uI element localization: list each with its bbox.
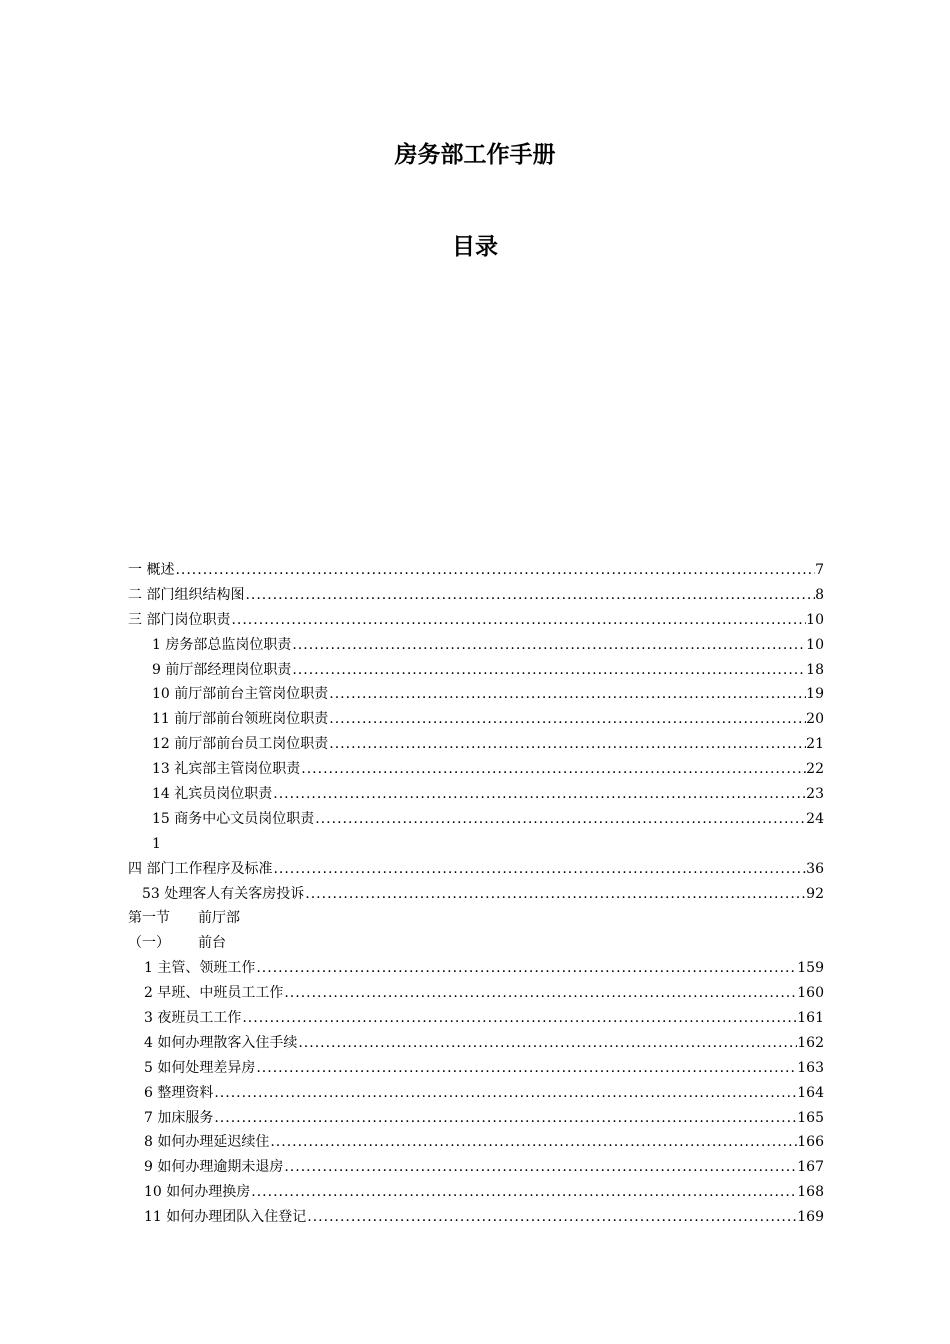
toc-entry-label: （一） — [128, 935, 170, 952]
toc-entry-label: 5 如何处理差异房 — [144, 1059, 256, 1076]
toc-entry-page-number: 159 — [797, 960, 824, 977]
toc-dot-leader — [272, 857, 806, 882]
toc-dot-leader — [306, 1205, 797, 1230]
toc-dot-leader — [255, 956, 797, 981]
toc-entry[interactable] — [128, 1006, 824, 1031]
toc-entry-page-number: 163 — [797, 1059, 824, 1076]
toc-entry[interactable] — [128, 1106, 824, 1131]
toc-entry-label: 14 礼宾员岗位职责 — [152, 786, 273, 803]
toc-entry-label: 二 部门组织结构图 — [128, 586, 245, 603]
toc-heading: 目录 — [452, 234, 498, 260]
toc-entry[interactable] — [128, 1130, 824, 1155]
toc-entry-page-number: 36 — [806, 860, 824, 877]
toc-entry-label: 9 如何办理逾期未退房 — [144, 1159, 284, 1176]
toc-entry-label: 11 前厅部前台领班岗位职责 — [152, 711, 329, 728]
toc-dot-leader — [230, 608, 806, 633]
toc-entry[interactable] — [128, 1180, 824, 1205]
toc-entry-label: 3 夜班员工工作 — [144, 1010, 242, 1027]
toc-dot-leader — [328, 707, 806, 732]
toc-entry[interactable] — [128, 782, 824, 807]
toc-entry[interactable] — [128, 633, 824, 658]
toc-entry-page-number: 92 — [806, 885, 824, 902]
toc-entry-label: 第一节 — [128, 910, 170, 927]
toc-entry[interactable] — [128, 1205, 824, 1230]
toc-entry[interactable] — [128, 906, 824, 931]
toc-entry[interactable] — [128, 981, 824, 1006]
toc-entry-page-number: 23 — [806, 786, 824, 803]
toc-entry[interactable] — [128, 956, 824, 981]
toc-entry-label: 13 礼宾部主管岗位职责 — [152, 761, 301, 778]
toc-entry-label: 1 房务部总监岗位职责 — [152, 636, 292, 653]
toc-dot-leader — [304, 882, 806, 907]
toc-entry-page-number: 10 — [806, 636, 824, 653]
toc-entry-page-number: 24 — [806, 810, 824, 827]
toc-entry-page-number: 22 — [806, 761, 824, 778]
toc-entry[interactable] — [128, 857, 824, 882]
toc-entry-label: 四 部门工作程序及标准 — [128, 860, 273, 877]
toc-dot-leader — [269, 1130, 797, 1155]
toc-entry-label: 7 加床服务 — [144, 1109, 214, 1126]
toc-entry-label: 15 商务中心文员岗位职责 — [152, 810, 315, 827]
document-title: 房务部工作手册 — [394, 142, 556, 168]
toc-entry-page-number: 168 — [797, 1184, 824, 1201]
toc-entry[interactable] — [128, 1056, 824, 1081]
toc-entry-page-number: 160 — [797, 985, 824, 1002]
toc-entry[interactable] — [128, 832, 824, 857]
toc-entry-page-number: 161 — [797, 1010, 824, 1027]
toc-entry-label: 三 部门岗位职责 — [128, 611, 231, 628]
table-of-contents — [128, 558, 824, 1230]
toc-dot-leader — [213, 1106, 797, 1131]
toc-entry-page-number: 21 — [806, 736, 824, 753]
toc-entry-label: 10 如何办理换房 — [144, 1184, 251, 1201]
toc-entry-page-number: 8 — [815, 586, 824, 603]
toc-entry-page-number: 169 — [797, 1209, 824, 1226]
toc-dot-leader — [283, 981, 797, 1006]
toc-entry-label: 一 概述 — [128, 562, 175, 578]
toc-entry[interactable] — [128, 682, 824, 707]
toc-dot-leader — [291, 633, 806, 658]
toc-entry-label: 53 处理客人有关客房投诉 — [142, 885, 305, 902]
toc-dot-leader — [241, 1006, 797, 1031]
toc-entry-page-number: 7 — [815, 562, 824, 578]
toc-dot-leader — [328, 682, 806, 707]
toc-entry-label: 9 前厅部经理岗位职责 — [152, 661, 292, 678]
toc-entry-sublabel: 前台 — [198, 935, 226, 952]
toc-entry-page-number: 167 — [797, 1159, 824, 1176]
toc-entry-label: 1 — [152, 835, 161, 852]
toc-entry-label: 12 前厅部前台员工岗位职责 — [152, 736, 329, 753]
toc-entry[interactable] — [128, 931, 824, 956]
toc-entry-page-number: 164 — [797, 1084, 824, 1101]
toc-entry-sublabel: 前厅部 — [198, 910, 240, 927]
toc-entry[interactable] — [128, 1031, 824, 1056]
toc-entry-page-number: 162 — [797, 1034, 824, 1051]
toc-dot-leader — [213, 1081, 797, 1106]
toc-entry[interactable] — [128, 757, 824, 782]
toc-entry[interactable] — [128, 732, 824, 757]
toc-entry-page-number: 18 — [806, 661, 824, 678]
toc-dot-leader — [283, 1155, 797, 1180]
toc-dot-leader — [314, 807, 806, 832]
toc-dot-leader — [255, 1056, 797, 1081]
toc-entry[interactable] — [128, 807, 824, 832]
toc-entry[interactable] — [128, 583, 824, 608]
toc-entry[interactable] — [128, 707, 824, 732]
toc-entry-page-number: 19 — [806, 686, 824, 703]
toc-entry[interactable] — [128, 1081, 824, 1106]
toc-entry-label: 1 主管、领班工作 — [144, 960, 256, 977]
toc-entry-label: 11 如何办理团队入住登记 — [144, 1209, 307, 1226]
toc-dot-leader — [291, 658, 806, 683]
toc-entry[interactable] — [128, 658, 824, 683]
toc-entry-page-number: 10 — [806, 611, 824, 628]
toc-entry[interactable] — [128, 558, 824, 583]
toc-entry-page-number: 20 — [806, 711, 824, 728]
toc-entry-label: 2 早班、中班员工工作 — [144, 985, 284, 1002]
toc-dot-leader — [174, 558, 815, 583]
toc-entry[interactable] — [128, 608, 824, 633]
toc-dot-leader — [244, 583, 815, 608]
toc-dot-leader — [297, 1031, 797, 1056]
toc-dot-leader — [328, 732, 806, 757]
toc-entry[interactable] — [128, 882, 824, 907]
toc-entry-label: 4 如何办理散客入住手续 — [144, 1034, 298, 1051]
toc-dot-leader — [272, 782, 806, 807]
toc-entry-page-number: 166 — [797, 1134, 824, 1151]
toc-entry[interactable] — [128, 1155, 824, 1180]
toc-dot-leader — [300, 757, 806, 782]
toc-entry-label: 8 如何办理延迟续住 — [144, 1134, 270, 1151]
toc-entry-page-number: 165 — [797, 1109, 824, 1126]
toc-entry-label: 6 整理资料 — [144, 1084, 214, 1101]
toc-dot-leader — [250, 1180, 797, 1205]
toc-entry-label: 10 前厅部前台主管岗位职责 — [152, 686, 329, 703]
